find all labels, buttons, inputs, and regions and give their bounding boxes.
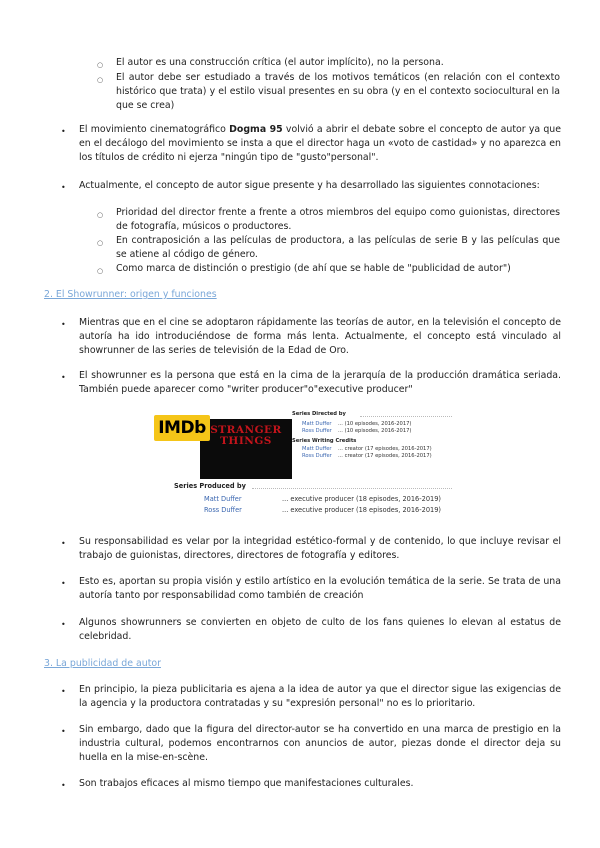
- sub2-item: Como marca de distinción o prestigio (de ahí que se hable de "publicidad de autor"): [116, 263, 511, 274]
- bullet-icon: •: [61, 539, 66, 548]
- bullet-icon: •: [61, 127, 66, 136]
- section-2-heading[interactable]: 2. El Showrunner: origen y funciones: [44, 289, 217, 300]
- credit-name[interactable]: Ross Duffer: [204, 506, 242, 514]
- showrunner-paragraph: Algunos showrunners se convierten en objeto de culto de los fans quienes lo elevan al estatus de celebridad.: [79, 617, 561, 642]
- credit-detail: ... creator (17 episodes, 2016-2017): [338, 446, 432, 452]
- bullet-icon: •: [61, 183, 66, 192]
- credit-detail: ... creator (17 episodes, 2016-2017): [338, 453, 432, 459]
- circle-bullet-icon: ○: [97, 61, 104, 69]
- circle-bullet-icon: ○: [97, 211, 104, 219]
- credit-name[interactable]: Matt Duffer: [204, 495, 242, 503]
- circle-bullet-icon: ○: [97, 267, 104, 275]
- sub2-item: Prioridad del director frente a frente a otros miembros del equipo como guionistas, directores de fotografía, músicos o productores.: [116, 207, 560, 232]
- showrunner-paragraph: Su responsabilidad es velar por la integridad estético-formal y de contenido, lo que incluye revisar el trabajo de guionistas, directores, directores de fotografía y editores.: [79, 536, 561, 561]
- imdb-credits-figure: [148, 407, 454, 520]
- credit-name[interactable]: Ross Duffer: [302, 453, 332, 459]
- bullet-icon: •: [61, 687, 66, 696]
- showrunner-paragraph: Mientras que en el cine se adoptaron rápidamente las teorías de autor, en la televisión el concepto de autoría ha ido introduciéndose de forma más lenta. Actualmente, el concepto está vinculado al showrunner de las series de televisión de la Edad de Oro.: [79, 317, 561, 356]
- publicidad-paragraph: Sin embargo, dado que la figura del director-autor se ha convertido en una marca de prestigio en la industria cultural, podemos encontrarnos con anuncios de autor, piezas donde el director deja su huella en la mise-en-scène.: [79, 724, 561, 763]
- circle-bullet-icon: ○: [97, 239, 104, 247]
- imdb-logo: IMDb: [154, 415, 210, 441]
- dogma-paragraph: El movimiento cinematográfico Dogma 95 volvió a abrir el debate sobre el concepto de autor ya que en el decálogo del movimiento se insta a que el director haga un «voto de castidad» y no aparezca en los títulos de crédito ni ejerza "ningún tipo de "gusto"personal".: [79, 124, 561, 163]
- produced-heading: Series Produced by: [174, 482, 246, 490]
- writing-heading: Series Writing Credits: [292, 438, 357, 444]
- sub1-item: El autor debe ser estudiado a través de los motivos temáticos (en relación con el contexto histórico que trata) y el estilo visual presentes en su obra (y en el contexto sociocultural en la que se crea): [116, 72, 560, 111]
- publicidad-paragraph: En principio, la pieza publicitaria es ajena a la idea de autor ya que el director sigue las exigencias de la agencia y la productora contratadas y su "expresión personal" no es lo prioritario.: [79, 684, 561, 709]
- bullet-icon: •: [61, 320, 66, 329]
- credit-detail: ... (10 episodes, 2016-2017): [338, 428, 412, 434]
- bullet-icon: •: [61, 781, 66, 790]
- credit-detail: ... executive producer (18 episodes, 2016-2019): [282, 495, 441, 503]
- credit-name[interactable]: Matt Duffer: [302, 446, 332, 452]
- bullet-icon: •: [61, 579, 66, 588]
- showrunner-paragraph: Esto es, aportan su propia visión y estilo artístico en la evolución temática de la serie. Se trata de una autoría tanto por responsabilidad como también de creación: [79, 576, 561, 601]
- sub2-item: En contraposición a las películas de productora, a las películas de serie B y las películas que se atiene al código de género.: [116, 235, 560, 260]
- circle-bullet-icon: ○: [97, 76, 104, 84]
- divider: [360, 416, 452, 417]
- poster-title: STRANGER THINGS: [210, 424, 282, 447]
- stranger-things-poster: [200, 419, 292, 479]
- dogma-bold: Dogma 95: [229, 124, 283, 135]
- credit-detail: ... (10 episodes, 2016-2017): [338, 421, 412, 427]
- showrunner-paragraph: El showrunner es la persona que está en la cima de la jerarquía de la producción dramática seriada. También puede aparecer como "writer producer"o"executive producer": [79, 370, 561, 395]
- bullet-icon: •: [61, 620, 66, 629]
- bullet-icon: •: [61, 727, 66, 736]
- credit-name[interactable]: Ross Duffer: [302, 428, 332, 434]
- actual-paragraph: Actualmente, el concepto de autor sigue presente y ha desarrollado las siguientes connotaciones:: [79, 180, 540, 191]
- divider: [252, 488, 452, 489]
- credit-name[interactable]: Matt Duffer: [302, 421, 332, 427]
- directed-heading: Series Directed by: [292, 411, 346, 417]
- section-3-heading[interactable]: 3. La publicidad de autor: [44, 658, 161, 669]
- credit-detail: ... executive producer (18 episodes, 2016-2019): [282, 506, 441, 514]
- bullet-icon: •: [61, 373, 66, 382]
- publicidad-paragraph: Son trabajos eficaces al mismo tiempo que manifestaciones culturales.: [79, 778, 414, 789]
- sub1-item: El autor es una construcción crítica (el autor implícito), no la persona.: [116, 57, 444, 68]
